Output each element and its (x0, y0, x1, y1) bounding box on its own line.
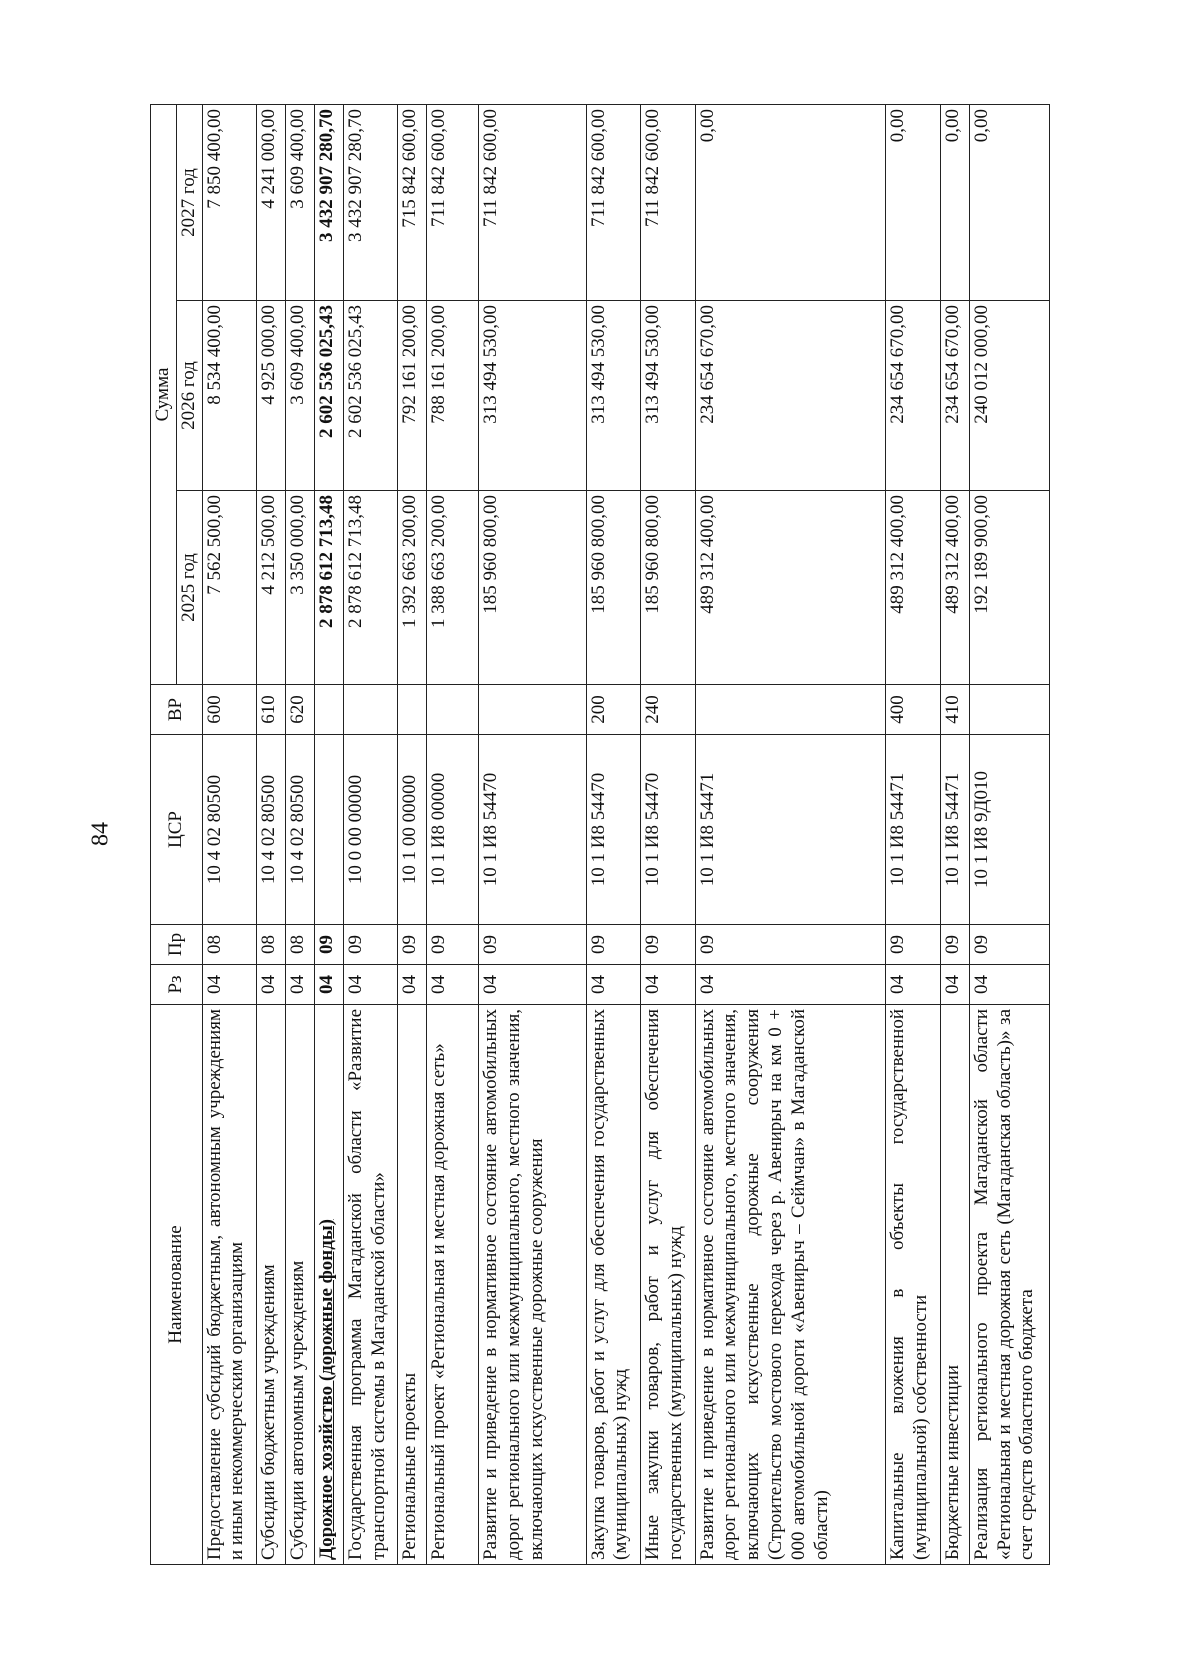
table-row (886, 105, 941, 1565)
header-pr: Пр (151, 925, 203, 965)
table-row (940, 105, 969, 1565)
cell-vr: 600 (202, 685, 257, 735)
cell-csr: 10 1 И8 54471 (886, 735, 941, 925)
cell-name: Развитие и приведение в нормативное состояние автомобильных дорог регионального или межмуниципального, местного значения, включающих искусственные дорожные сооружения (478, 1005, 586, 1565)
cell-csr: 10 1 И8 54470 (586, 735, 641, 925)
cell-rz: 04 (314, 965, 343, 1005)
cell-vr (969, 685, 1049, 735)
cell-vr: 610 (257, 685, 286, 735)
cell-name: Бюджетные инвестиции (940, 1005, 969, 1565)
table-row (314, 105, 343, 1565)
cell-y2027: 3 609 400,00 (286, 105, 315, 301)
cell-y2027: 0,00 (940, 105, 969, 301)
cell-name: Региональные проекты (398, 1005, 427, 1565)
header-csr: ЦСР (151, 735, 203, 925)
cell-vr (478, 685, 586, 735)
cell-csr: 10 4 02 80500 (202, 735, 257, 925)
table-body (202, 105, 1049, 1565)
table-row (695, 105, 886, 1565)
cell-y2026: 788 161 200,00 (427, 301, 479, 491)
cell-csr: 10 1 00 00000 (398, 735, 427, 925)
cell-csr: 10 1 И8 54471 (940, 735, 969, 925)
cell-csr: 10 1 И8 54471 (695, 735, 886, 925)
cell-vr (695, 685, 886, 735)
cell-csr: 10 1 И8 54470 (641, 735, 696, 925)
cell-rz: 04 (940, 965, 969, 1005)
cell-y2026: 240 012 000,00 (969, 301, 1049, 491)
table-row (257, 105, 286, 1565)
header-name: Наименование (151, 1005, 203, 1565)
table-row (286, 105, 315, 1565)
cell-y2025: 192 189 900,00 (969, 491, 1049, 685)
cell-y2026: 313 494 530,00 (641, 301, 696, 491)
cell-rz: 04 (695, 965, 886, 1005)
cell-y2027: 3 432 907 280,70 (343, 105, 398, 301)
cell-name: Закупка товаров, работ и услуг для обеспечения государственных (муниципальных) нужд (586, 1005, 641, 1565)
cell-y2026: 8 534 400,00 (202, 301, 257, 491)
cell-pr: 09 (398, 925, 427, 965)
cell-name: Субсидии автономным учреждениям (286, 1005, 315, 1565)
cell-name: Государственная программа Магаданской области «Развитие транспортной системы в Магаданской области» (343, 1005, 398, 1565)
cell-y2025: 2 878 612 713,48 (314, 491, 343, 685)
cell-y2026: 4 925 000,00 (257, 301, 286, 491)
cell-y2026: 234 654 670,00 (886, 301, 941, 491)
budget-table (150, 104, 1050, 1565)
table-row (969, 105, 1049, 1565)
cell-y2027: 711 842 600,00 (427, 105, 479, 301)
cell-rz: 04 (398, 965, 427, 1005)
cell-vr: 620 (286, 685, 315, 735)
cell-rz: 04 (202, 965, 257, 1005)
table-row (202, 105, 257, 1565)
cell-vr: 240 (641, 685, 696, 735)
cell-name: Развитие и приведение в нормативное состояние автомобильных дорог регионального или межмуниципального, местного значения, включающих искусственные дорожные сооружения (Строительство мостового перехода через р. Авенирыч на км 0 + 000 автомобильной дороги «Авенирыч – Сеймчан» в Магаданской области) (695, 1005, 886, 1565)
cell-rz: 04 (886, 965, 941, 1005)
cell-csr: 10 0 00 00000 (343, 735, 398, 925)
header-2025: 2025 год (176, 491, 202, 685)
cell-y2027: 711 842 600,00 (478, 105, 586, 301)
cell-pr: 09 (940, 925, 969, 965)
cell-y2027: 711 842 600,00 (586, 105, 641, 301)
cell-vr: 400 (886, 685, 941, 735)
cell-pr: 08 (286, 925, 315, 965)
table-row (343, 105, 398, 1565)
table-row (398, 105, 427, 1565)
cell-y2027: 3 432 907 280,70 (314, 105, 343, 301)
cell-y2025: 489 312 400,00 (695, 491, 886, 685)
cell-y2025: 3 350 000,00 (286, 491, 315, 685)
header-row-1 (151, 105, 177, 1565)
cell-pr: 08 (202, 925, 257, 965)
cell-vr (398, 685, 427, 735)
cell-y2026: 234 654 670,00 (695, 301, 886, 491)
cell-csr (314, 735, 343, 925)
cell-name: Региональный проект «Региональная и местная дорожная сеть» (427, 1005, 479, 1565)
cell-y2025: 2 878 612 713,48 (343, 491, 398, 685)
cell-pr: 09 (695, 925, 886, 965)
cell-name: Реализация регионального проекта Магаданской области «Региональная и местная дорожная сеть (Магаданская область)» за счет средств областного бюджета (969, 1005, 1049, 1565)
cell-pr: 09 (343, 925, 398, 965)
cell-name: Иные закупки товаров, работ и услуг для обеспечения государственных (муниципальных) нужд (641, 1005, 696, 1565)
cell-y2026: 313 494 530,00 (478, 301, 586, 491)
cell-y2027: 0,00 (886, 105, 941, 301)
header-2027: 2027 год (176, 105, 202, 301)
cell-y2027: 0,00 (695, 105, 886, 301)
cell-y2025: 185 960 800,00 (641, 491, 696, 685)
cell-y2027: 711 842 600,00 (641, 105, 696, 301)
cell-name: Предоставление субсидий бюджетным, автономным учреждениям и иным некоммерческим организациям (202, 1005, 257, 1565)
cell-y2026: 2 602 536 025,43 (343, 301, 398, 491)
cell-y2025: 185 960 800,00 (586, 491, 641, 685)
cell-y2025: 7 562 500,00 (202, 491, 257, 685)
cell-rz: 04 (478, 965, 586, 1005)
cell-rz: 04 (641, 965, 696, 1005)
cell-y2025: 4 212 500,00 (257, 491, 286, 685)
cell-pr: 09 (641, 925, 696, 965)
cell-name: Дорожное хозяйство (дорожные фонды) (314, 1005, 343, 1565)
cell-csr: 10 1 И8 54470 (478, 735, 586, 925)
header-2026: 2026 год (176, 301, 202, 491)
cell-rz: 04 (257, 965, 286, 1005)
table-row (641, 105, 696, 1565)
cell-pr: 09 (314, 925, 343, 965)
cell-rz: 04 (427, 965, 479, 1005)
cell-y2026: 792 161 200,00 (398, 301, 427, 491)
cell-csr: 10 4 02 80500 (286, 735, 315, 925)
cell-y2026: 234 654 670,00 (940, 301, 969, 491)
cell-rz: 04 (343, 965, 398, 1005)
cell-pr: 09 (969, 925, 1049, 965)
cell-vr (343, 685, 398, 735)
cell-y2026: 3 609 400,00 (286, 301, 315, 491)
cell-y2025: 489 312 400,00 (886, 491, 941, 685)
page-number: 84 (87, 822, 114, 846)
cell-rz: 04 (969, 965, 1049, 1005)
cell-pr: 09 (478, 925, 586, 965)
cell-rz: 04 (286, 965, 315, 1005)
cell-pr: 09 (427, 925, 479, 965)
cell-y2027: 0,00 (969, 105, 1049, 301)
cell-vr (427, 685, 479, 735)
cell-vr (314, 685, 343, 735)
cell-csr: 10 4 02 80500 (257, 735, 286, 925)
cell-csr: 10 1 И8 9Д010 (969, 735, 1049, 925)
cell-name: Субсидии бюджетным учреждениям (257, 1005, 286, 1565)
table-row (427, 105, 479, 1565)
cell-y2027: 7 850 400,00 (202, 105, 257, 301)
header-sum: Сумма (151, 105, 177, 685)
header-vr: ВР (151, 685, 203, 735)
cell-y2026: 2 602 536 025,43 (314, 301, 343, 491)
cell-y2026: 313 494 530,00 (586, 301, 641, 491)
cell-rz: 04 (586, 965, 641, 1005)
cell-pr: 09 (586, 925, 641, 965)
table-row (586, 105, 641, 1565)
cell-y2025: 1 388 663 200,00 (427, 491, 479, 685)
header-rz: Рз (151, 965, 203, 1005)
cell-pr: 08 (257, 925, 286, 965)
cell-y2025: 489 312 400,00 (940, 491, 969, 685)
cell-csr: 10 1 И8 00000 (427, 735, 479, 925)
cell-y2025: 185 960 800,00 (478, 491, 586, 685)
cell-vr: 200 (586, 685, 641, 735)
cell-y2027: 4 241 000,00 (257, 105, 286, 301)
rotated-table-container (150, 105, 1050, 1565)
cell-pr: 09 (886, 925, 941, 965)
cell-y2025: 1 392 663 200,00 (398, 491, 427, 685)
cell-y2027: 715 842 600,00 (398, 105, 427, 301)
table-row (478, 105, 586, 1565)
cell-name: Капитальные вложения в объекты государственной (муниципальной) собственности (886, 1005, 941, 1565)
cell-vr: 410 (940, 685, 969, 735)
